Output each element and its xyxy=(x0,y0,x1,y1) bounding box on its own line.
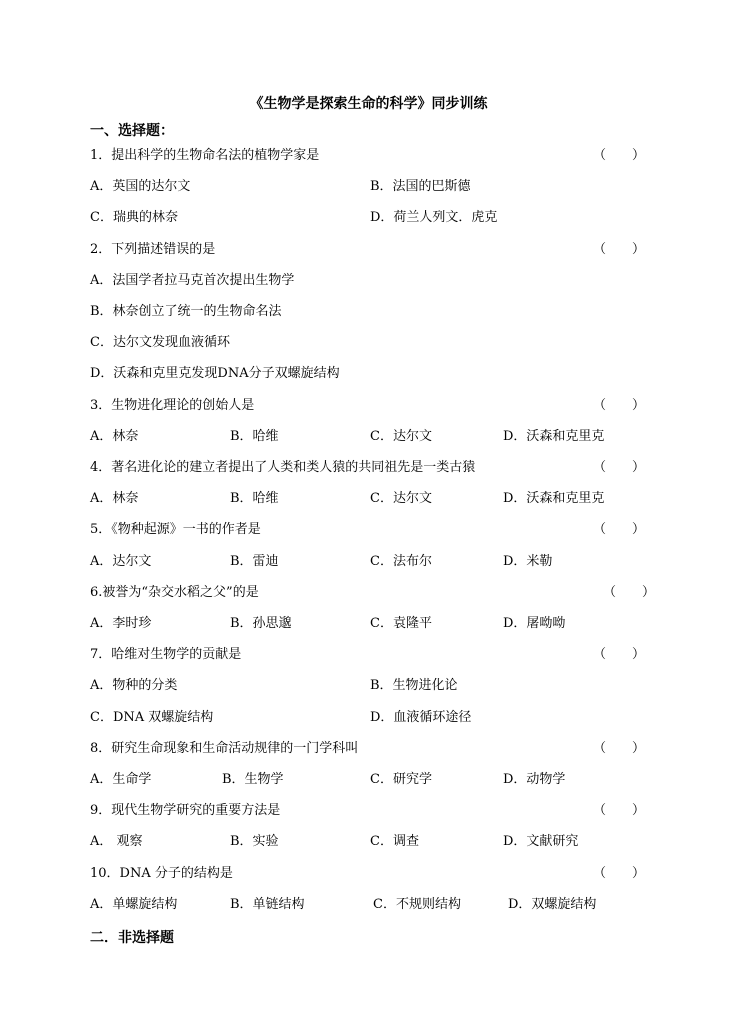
question-8-stem: 8．研究生命现象和生命活动规律的一门学科叫 xyxy=(90,741,359,756)
q1-option-d: D．荷兰人列文．虎克 xyxy=(370,210,498,225)
q2-option-d: D．沃森和克里克发现DNA分子双螺旋结构 xyxy=(90,366,340,381)
q8-option-b: B．生物学 xyxy=(222,772,284,787)
q5-option-b: B．雷迪 xyxy=(230,554,279,569)
q3-option-d: D．沃森和克里克 xyxy=(503,429,605,444)
answer-bracket: （ ） xyxy=(593,741,646,756)
question-1-stem: 1．提出科学的生物命名法的植物学家是 xyxy=(90,148,320,163)
answer-bracket: （ ） xyxy=(593,522,646,537)
q5-option-d: D．米勒 xyxy=(503,554,553,569)
q10-option-d: D．双螺旋结构 xyxy=(508,897,597,912)
q4-option-d: D．沃森和克里克 xyxy=(503,491,605,506)
q2-option-a: A．法国学者拉马克首次提出生物学 xyxy=(90,273,295,288)
answer-bracket: （ ） xyxy=(593,866,646,881)
q9-option-a: A． 观察 xyxy=(90,834,143,849)
q2-option-b: B．林奈创立了统一的生物命名法 xyxy=(90,304,282,319)
q6-option-b: B．孙思邈 xyxy=(230,616,292,631)
q2-option-c: C．达尔文发现血液循环 xyxy=(90,335,230,350)
q7-option-d: D．血液循环途径 xyxy=(370,710,472,725)
q1-option-c: C．瑞典的林奈 xyxy=(90,210,178,225)
question-3-stem: 3．生物进化理论的创始人是 xyxy=(90,398,255,413)
q4-option-a: A．林奈 xyxy=(90,491,139,506)
q9-option-d: D．文献研究 xyxy=(503,834,579,849)
section-non-choice: 二．非选择题 xyxy=(90,930,174,946)
question-6-stem: 6.被誉为“杂交水稻之父”的是 xyxy=(90,585,259,600)
question-4-stem: 4．著名进化论的建立者提出了人类和类人猿的共同祖先是一类古猿 xyxy=(90,460,476,475)
q3-option-a: A．林奈 xyxy=(90,429,139,444)
question-9-stem: 9．现代生物学研究的重要方法是 xyxy=(90,803,281,818)
q3-option-b: B．哈维 xyxy=(230,429,279,444)
q3-option-c: C．达尔文 xyxy=(370,429,432,444)
question-10-stem: 10．DNA 分子的结构是 xyxy=(90,866,233,881)
question-5-stem: 5．《物种起源》一书的作者是 xyxy=(90,522,261,537)
q8-option-c: C．研究学 xyxy=(370,772,432,787)
q8-option-d: D．动物学 xyxy=(503,772,566,787)
answer-bracket: （ ） xyxy=(603,585,656,600)
q8-option-a: A．生命学 xyxy=(90,772,152,787)
question-2-stem: 2．下列描述错误的是 xyxy=(90,242,216,257)
q4-option-c: C．达尔文 xyxy=(370,491,432,506)
q6-option-a: A．李时珍 xyxy=(90,616,152,631)
q9-option-b: B．实验 xyxy=(230,834,279,849)
answer-bracket: （ ） xyxy=(593,460,646,475)
answer-bracket: （ ） xyxy=(593,242,646,257)
q1-option-a: A．英国的达尔文 xyxy=(90,179,191,194)
worksheet-title: 《生物学是探索生命的科学》同步训练 xyxy=(249,96,488,112)
question-7-stem: 7．哈维对生物学的贡献是 xyxy=(90,647,242,662)
answer-bracket: （ ） xyxy=(593,398,646,413)
q10-option-b: B．单链结构 xyxy=(230,897,305,912)
q7-option-a: A．物种的分类 xyxy=(90,678,178,693)
answer-bracket: （ ） xyxy=(593,803,646,818)
q5-option-a: A．达尔文 xyxy=(90,554,152,569)
q4-option-b: B．哈维 xyxy=(230,491,279,506)
q7-option-c: C．DNA 双螺旋结构 xyxy=(90,710,214,725)
q5-option-c: C．法布尔 xyxy=(370,554,432,569)
answer-bracket: （ ） xyxy=(593,148,646,163)
answer-bracket: （ ） xyxy=(593,647,646,662)
q9-option-c: C．调查 xyxy=(370,834,419,849)
q10-option-c: C．不规则结构 xyxy=(373,897,461,912)
q6-option-d: D．屠呦呦 xyxy=(503,616,566,631)
q6-option-c: C．袁隆平 xyxy=(370,616,432,631)
q7-option-b: B．生物进化论 xyxy=(370,678,458,693)
q1-option-b: B．法国的巴斯德 xyxy=(370,179,471,194)
q10-option-a: A．单螺旋结构 xyxy=(90,897,178,912)
section-multiple-choice: 一、选择题： xyxy=(90,123,174,139)
